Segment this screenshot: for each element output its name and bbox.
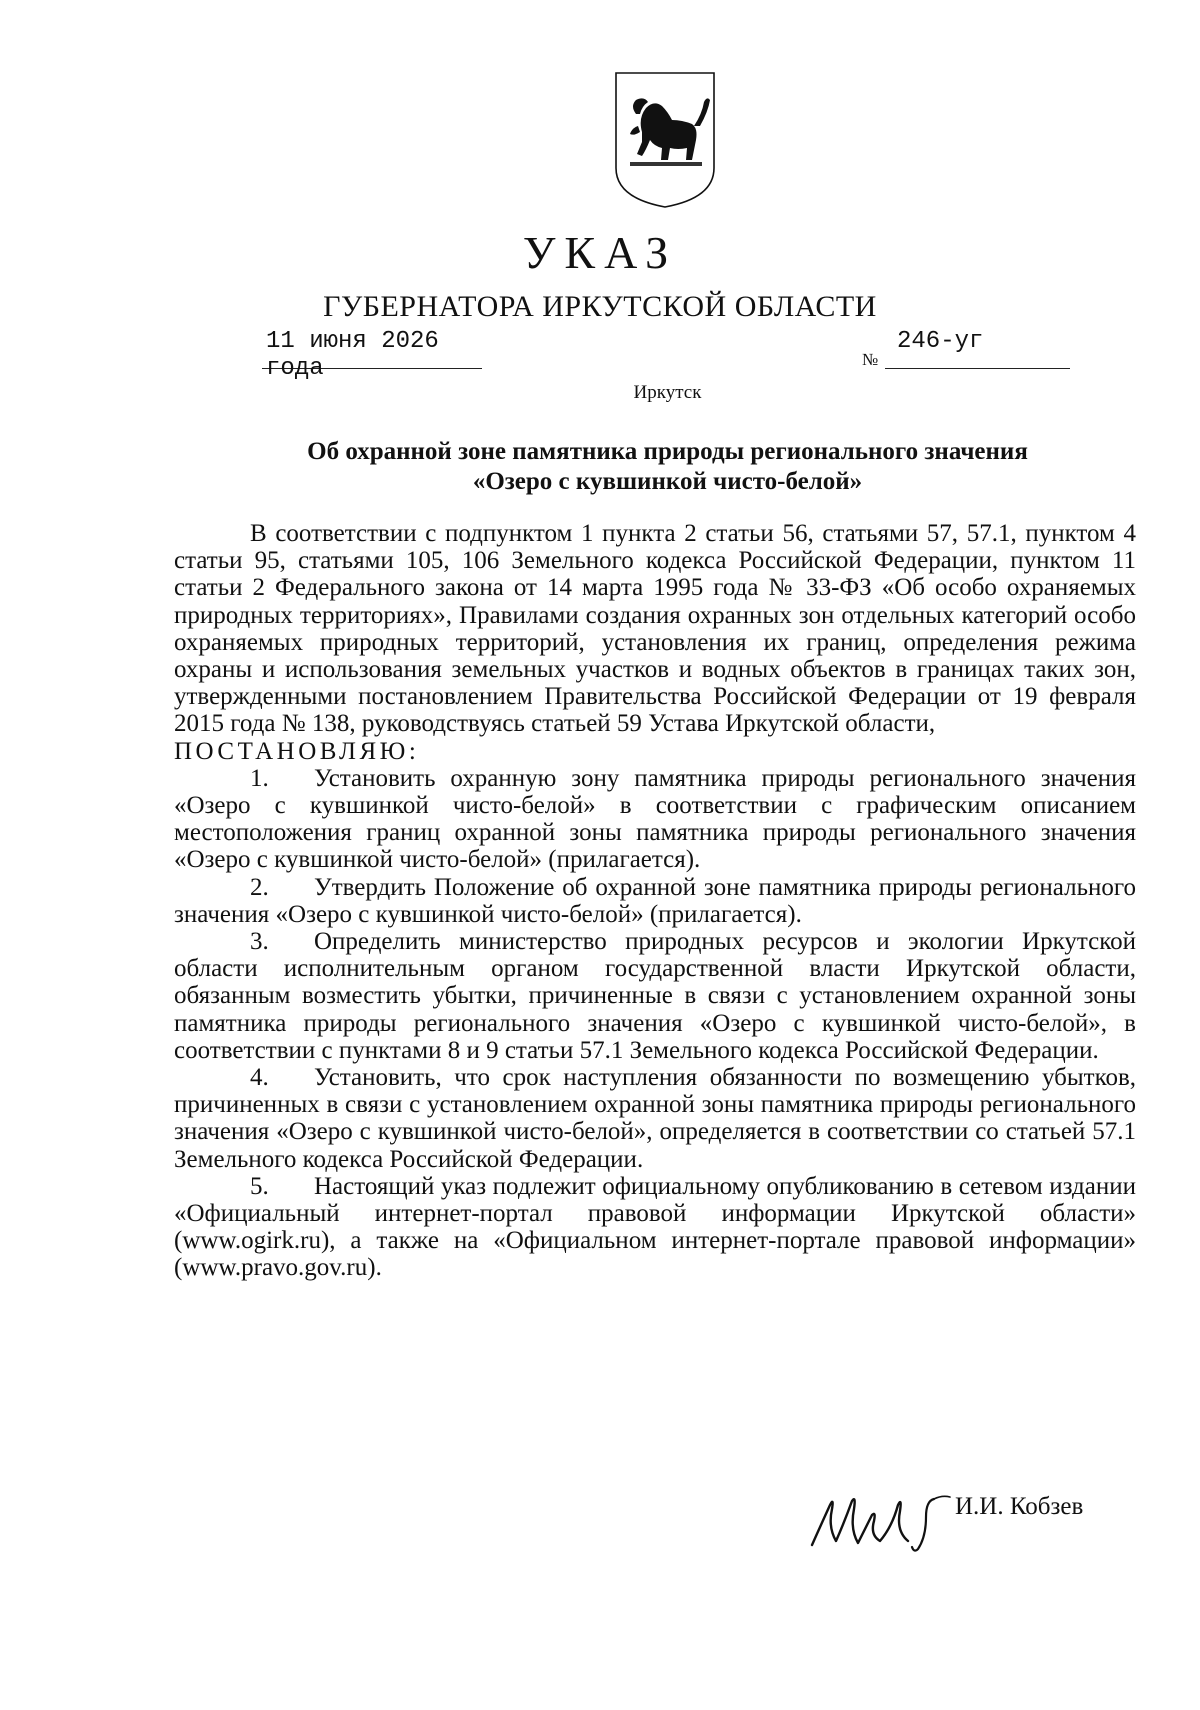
clause-2 (174, 874, 1136, 928)
document-issuer: ГУБЕРНАТОРА ИРКУТСКОЙ ОБЛАСТИ (323, 290, 877, 323)
title-line-2: «Озеро с кувшинкой чисто-белой» (472, 468, 863, 495)
clause-number: 3. (250, 928, 269, 956)
clause-number: 5. (250, 1172, 269, 1200)
title-line-1: Об охранной зоне памятника природы регионального значения (307, 438, 1028, 465)
date-field (262, 328, 482, 382)
decree-word: ПОСТАНОВЛЯЮ: (174, 737, 420, 765)
document-body (174, 520, 1136, 1282)
document-number: 246-уг (897, 328, 984, 355)
clause-text: Установить охранную зону памятника природы регионального значения «Озеро с кувшинкой чисто-белой» в соответствии с графическим описанием местоположения границ охранной зоны памятника природы регионального значения «Озеро с кувшинкой чисто-белой» (прилагается). (174, 764, 1136, 874)
clause-text: Утвердить Положение об охранной зоне памятника природы регионального значения «Озеро с кувшинкой чисто-белой» (прилагается). (174, 873, 1136, 928)
clause-number: 1. (250, 764, 269, 792)
document-type: УКАЗ (522, 227, 678, 278)
clause-text: Установить, что срок наступления обязанности по возмещению убытков, причиненных в связи с установлением охранной зоны памятника природы регионального значения «Озеро с кувшинкой чисто-белой», определяется в соответствии со статьей 57.1 Земельного кодекса Российской Федерации. (174, 1064, 1136, 1173)
clause-4 (174, 1064, 1136, 1173)
issue-city: Иркутск (633, 382, 702, 403)
number-sign: № (862, 350, 879, 369)
document-date: 11 июня 2026 года (266, 328, 439, 382)
clause-text: Настоящий указ подлежит официальному опубликованию в сетевом издании «Официальный интернет-портал правовой информации Иркутской области» (www.ogirk.ru), а также на «Официальном интернет-портале правовой информации» (www.pravo.gov.ru). (174, 1172, 1136, 1282)
number-field (885, 328, 1070, 369)
clause-3 (174, 928, 1136, 1064)
irkutsk-coat-of-arms-icon (612, 70, 718, 210)
clause-number: 4. (250, 1064, 269, 1092)
handwritten-signature-icon (806, 1487, 956, 1555)
clause-text: Определить министерство природных ресурсов и экологии Иркутской области исполнительным органом государственной власти Иркутской области, обязанным возместить убытки, причиненные в связи с установлением охранной зоны памятника природы регионального значения «Озеро с кувшинкой чисто-белой», в соответствии с пунктами 8 и 9 статьи 57.1 Земельного кодекса Российской Федерации. (174, 928, 1136, 1064)
signer-name: И.И. Кобзев (955, 1493, 1084, 1520)
clause-1 (174, 765, 1136, 874)
document-title (200, 437, 1135, 497)
clause-5 (174, 1173, 1136, 1282)
clause-number: 2. (250, 873, 269, 901)
preamble-paragraph: В соответствии с подпунктом 1 пункта 2 статьи 56, статьями 57, 57.1, пунктом 4 статьи 95, статьями 105, 106 Земельного кодекса Российской Федерации, пунктом 11 статьи 2 Федерального закона от 14 марта 1995 года № 33-ФЗ «Об особо охраняемых природных территориях», Правилами создания охранных зон отдельных категорий особо охраняемых природных территорий, установления их границ, определения режима охраны и использования земельных участков и водных объектов в границах таких зон, утвержденными постановлением Правительства Российской Федерации от 19 февраля 2015 года № 138, руководствуясь статьей 59 Устава Иркутской области, (174, 520, 1136, 738)
